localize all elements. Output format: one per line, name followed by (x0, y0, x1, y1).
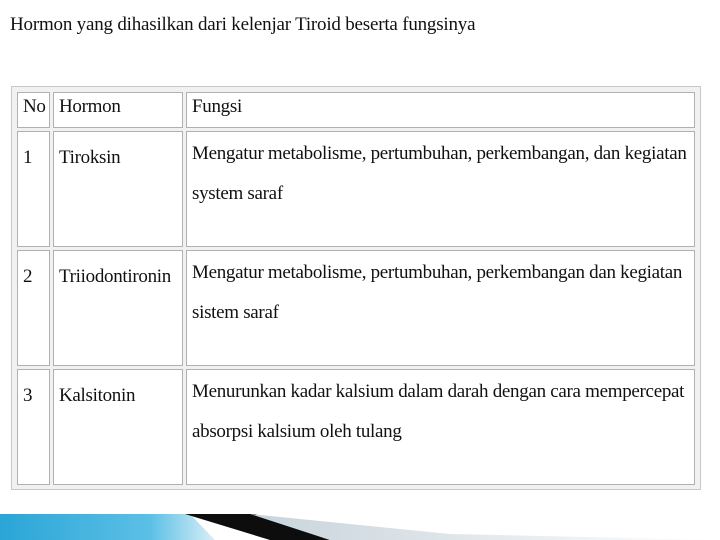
cell-no: 2 (17, 250, 50, 366)
cell-no: 1 (17, 131, 50, 247)
header-fungsi: Fungsi (186, 92, 695, 128)
hormone-table-frame (11, 86, 701, 490)
cell-no: 3 (17, 369, 50, 485)
grey-stripe-shape (250, 514, 720, 540)
hormone-table (14, 89, 698, 488)
decorative-footer-stripe (0, 514, 720, 540)
cell-fungsi: Menurunkan kadar kalsium dalam darah dengan cara mempercepat absorpsi kalsium oleh tulang (186, 369, 695, 485)
header-no: No (17, 92, 50, 128)
header-hormon: Hormon (53, 92, 183, 128)
cell-fungsi: Mengatur metabolisme, pertumbuhan, perkembangan, dan kegiatan system saraf (186, 131, 695, 247)
table-row (17, 250, 695, 366)
table-row (17, 131, 695, 247)
cell-fungsi: Mengatur metabolisme, pertumbuhan, perkembangan dan kegiatan sistem saraf (186, 250, 695, 366)
cell-hormon: Tiroksin (53, 131, 183, 247)
table-header-row (17, 92, 695, 128)
blue-stripe-shape (0, 514, 215, 540)
table-row (17, 369, 695, 485)
slide-title: Hormon yang dihasilkan dari kelenjar Tiroid beserta fungsinya (10, 14, 476, 35)
cell-hormon: Triiodontironin (53, 250, 183, 366)
cell-hormon: Kalsitonin (53, 369, 183, 485)
